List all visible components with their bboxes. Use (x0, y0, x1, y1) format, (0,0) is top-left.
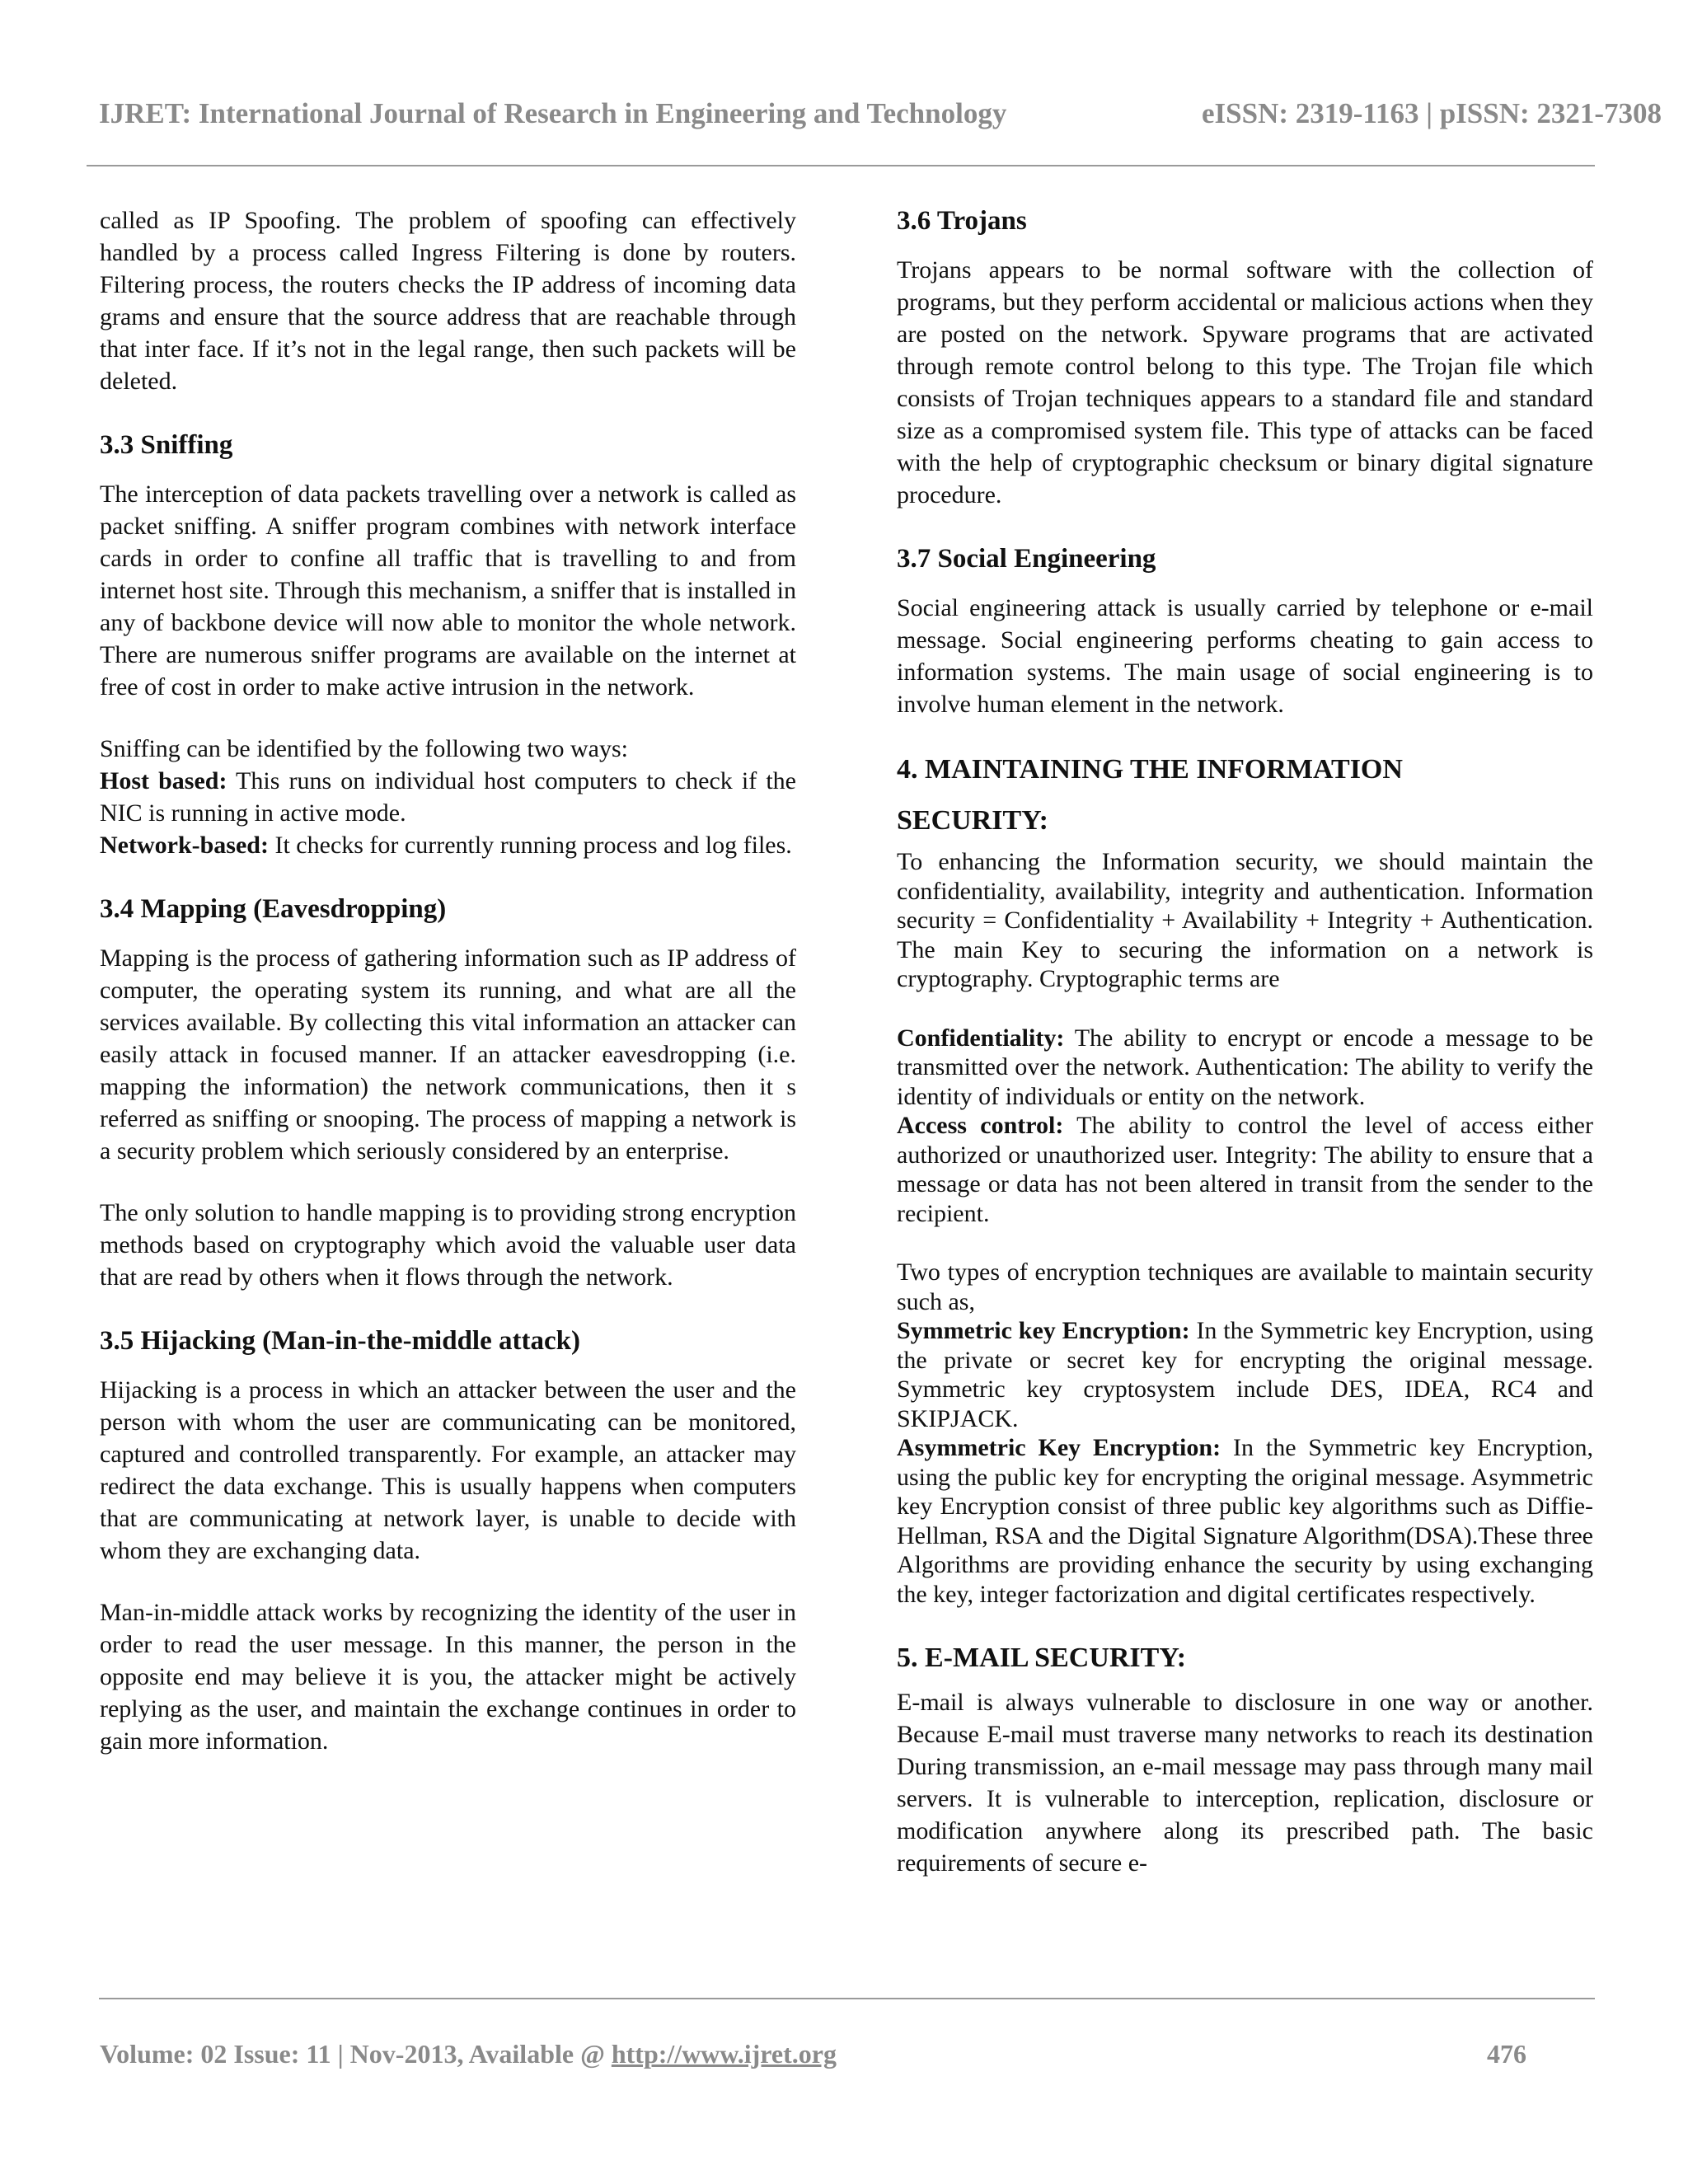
section-3-6-heading: 3.6 Trojans (897, 206, 1027, 236)
mapping-paragraph: Mapping is the process of gathering information such as IP address of computer, the operating system its running, and what are all the services available. By collecting this vital information an attacker can easily attack in focused manner. If an attacker eavesdropping (i.e. mapping the information) the network communications, then it s referred as sniffing or snooping. The process of mapping a network is a security problem which seriously considered by an enterprise. (100, 944, 796, 1165)
footer-volume: Volume: 02 Issue: 11 | Nov-2013, Available @ (100, 2039, 612, 2069)
page-number: 476 (1487, 2039, 1526, 2069)
journal-header (99, 97, 1662, 130)
symmetric-label: Symmetric key Encryption: (897, 1317, 1190, 1344)
issn-label: eISSN: 2319-1163 | pISSN: 2321-7308 (1202, 97, 1662, 129)
social-engineering-paragraph: Social engineering attack is usually carried by telephone or e-mail message. Social engineering performs cheating to gain access to information systems. The main usage of social engineering is to involve human element in the network. (897, 594, 1593, 718)
info-security-paragraph: To enhancing the Information security, we should maintain the confidentiality, availability, integrity and authentication. Information security = Confidentiality + Availability + Integrity + Authentication. The main Key to securing the information on a network is cryptography. Cryptographic terms are (897, 848, 1593, 992)
footer-url-link[interactable]: http://www.ijret.org (611, 2039, 837, 2069)
right-column (897, 204, 1593, 1879)
host-based-label: Host based: (100, 767, 227, 794)
header-rule (87, 165, 1595, 166)
mapping-solution-paragraph: The only solution to handle mapping is to providing strong encryption methods based on cryptography which avoid the valuable user data that are read by others when it flows through the network. (100, 1199, 796, 1291)
journal-title: IJRET: International Journal of Research in Engineering and Technology (99, 97, 1007, 129)
mitm-paragraph: Man-in-middle attack works by recognizing the identity of the user in order to read the user message. In this manner, the person in the opposite end may believe it is you, the attacker might be actively replying as the user, and maintain the exchange continues in order to gain more information. (100, 1599, 796, 1755)
left-column (100, 204, 796, 1757)
access-control-text: The ability to control the level of access either authorized or unauthorized user. Integrity: The ability to ensure that a message or data has not been altered in transit from the sender to the recipient. (897, 1112, 1593, 1227)
network-based-paragraph (100, 829, 796, 861)
symmetric-text: In the Symmetric key Encryption, using the private or secret key for encrypting the original message. Symmetric key cryptosystem include DES, IDEA, RC4 and SKIPJACK. (897, 1317, 1593, 1432)
section-3-4-heading: 3.4 Mapping (Eavesdropping) (100, 894, 447, 924)
section-3-5-heading: 3.5 Hijacking (Man-in-the-middle attack) (100, 1326, 580, 1356)
confidentiality-paragraph (897, 1024, 1593, 1112)
email-security-paragraph: E-mail is always vulnerable to disclosure in one way or another. Because E-mail must traverse many networks to reach its destination During transmission, an e-mail message may pass through many mail servers. It is vulnerable to interception, replication, disclosure or modification anywhere along its prescribed path. The basic requirements of secure e- (897, 1689, 1593, 1877)
network-based-label: Network-based: (100, 832, 269, 859)
host-based-paragraph (100, 765, 796, 829)
access-control-label: Access control: (897, 1112, 1064, 1139)
intro-paragraph: called as IP Spoofing. The problem of spoofing can effectively handled by a process called Ingress Filtering is done by routers. Filtering process, the routers checks the IP address of incoming data grams and ensure that the source address that are reachable through that inter face. If it’s not in the legal range, then such packets will be deleted. (100, 207, 796, 395)
trojans-paragraph: Trojans appears to be normal software with the collection of programs, but they perform accidental or malicious actions when they are posted on the network. Spyware programs that are activated through remote control belong to this type. The Trojan file which consists of Trojan techniques appears to a standard file and standard size as a compromised system file. This type of attacks can be faced with the help of cryptographic checksum or binary digital signature procedure. (897, 256, 1593, 509)
access-control-paragraph (897, 1111, 1593, 1228)
section-3-3-heading: 3.3 Sniffing (100, 430, 233, 460)
encryption-intro-paragraph: Two types of encryption techniques are available to maintain security such as, (897, 1258, 1593, 1315)
symmetric-paragraph (897, 1316, 1593, 1433)
asymmetric-paragraph (897, 1433, 1593, 1609)
asymmetric-label: Asymmetric Key Encryption: (897, 1434, 1221, 1461)
host-based-text: This runs on individual host computers to check if the NIC is running in active mode. (100, 767, 796, 827)
sniffing-ways-paragraph: Sniffing can be identified by the following two ways: (100, 735, 629, 762)
footer-rule (99, 1998, 1595, 1999)
hijacking-paragraph: Hijacking is a process in which an attacker between the user and the person with whom the user are communicating can be monitored, captured and controlled transparently. For example, an attacker may redirect the data exchange. This is usually happens when computers that are communicating at network layer, is unable to decide with whom they are exchanging data. (100, 1376, 796, 1564)
confidentiality-text: The ability to encrypt or encode a message to be transmitted over the network. Authentication: The ability to verify the identity of individuals or entity on the network. (897, 1024, 1593, 1110)
section-3-7-heading: 3.7 Social Engineering (897, 544, 1156, 574)
page-footer (100, 2039, 1596, 2069)
network-based-text: It checks for currently running process and log files. (268, 832, 792, 859)
asymmetric-text: In the Symmetric key Encryption, using the public key for encrypting the original message. Asymmetric key Encryption consist of three public key algorithms such as Diffie- Hellman, RSA and the Digital Signature Algorithm(DSA).These three Algorithms are providing enhance the security by using exchanging the key, integer factorization and digital certificates respectively. (897, 1434, 1593, 1608)
section-4-heading-line1: 4. MAINTAINING THE INFORMATION (897, 754, 1403, 785)
confidentiality-label: Confidentiality: (897, 1024, 1065, 1052)
section-4-heading-line2: SECURITY: (897, 805, 1048, 836)
sniffing-paragraph: The interception of data packets travelling over a network is called as packet sniffing. A sniffer program combines with network interface cards in order to confine all traffic that is travelling to and from internet host site. Through this mechanism, a sniffer that is installed in any of backbone device will now able to monitor the whole network. There are numerous sniffer programs are available on the internet at free of cost in order to make active intrusion in the network. (100, 480, 796, 701)
section-5-heading: 5. E-MAIL SECURITY: (897, 1643, 1187, 1673)
